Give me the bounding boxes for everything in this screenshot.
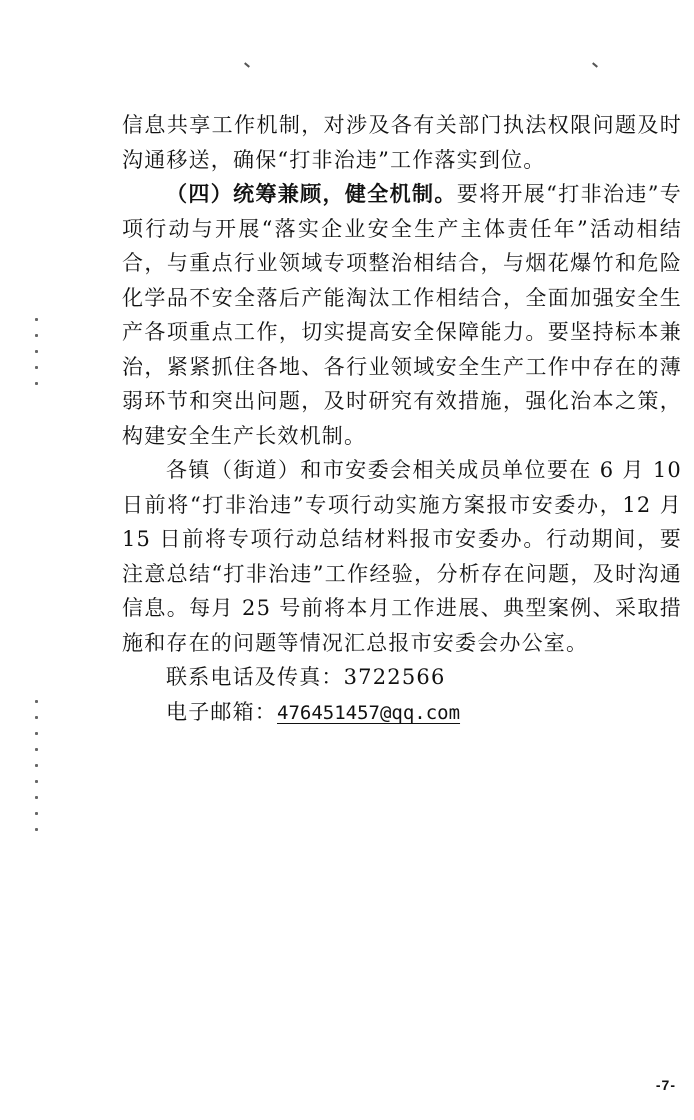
- email-link[interactable]: 476451457@qq.com: [277, 701, 461, 724]
- contact-email: [122, 695, 682, 731]
- section-body: 要将开展“打非治违”专项行动与开展“落实企业安全生产主体责任年”活动相结合，与重点行业领域专项整治相结合，与烟花爆竹和危险化学品不安全落后产能淘汰工作相结合，全面加强安全生产各项重点工作，切实提高安全保障能力。要坚持标本兼治，紧紧抓住各地、各行业领域安全生产工作中存在的薄弱环节和突出问题，及时研究有效措施，强化治本之策，构建安全生产长效机制。: [122, 182, 682, 448]
- phone-label: 联系电话及传真：: [166, 665, 344, 689]
- page-number: -7-: [655, 1077, 676, 1093]
- binding-marks: [35, 700, 39, 844]
- paragraph-deadlines: 各镇（街道）和市安委会相关成员单位要在 6 月 10 日前将“打非治违”专项行动实施方案报市安委办，12 月 15 日前将专项行动总结材料报市安委办。行动期间，要注意总结“打非治违”工作经验，分析存在问题，及时沟通信息。每月 25 号前将本月工作进展、典型案例、采取措施和存在的问题等情况汇总报市安委会办公室。: [122, 458, 682, 655]
- document-body: [122, 108, 682, 730]
- paragraph-coordination: [122, 177, 682, 453]
- scan-mark: [592, 62, 598, 67]
- email-label: 电子邮箱：: [166, 699, 277, 724]
- phone-value: 3722566: [343, 665, 446, 689]
- section-heading: （四）统筹兼顾，健全机制。: [166, 181, 457, 206]
- contact-phone: [122, 660, 682, 695]
- binding-marks: [35, 318, 39, 398]
- paragraph-info-sharing: 信息共享工作机制，对涉及各有关部门执法权限问题及时沟通移送，确保“打非治违”工作落实到位。: [122, 113, 682, 172]
- scan-mark: [244, 62, 250, 67]
